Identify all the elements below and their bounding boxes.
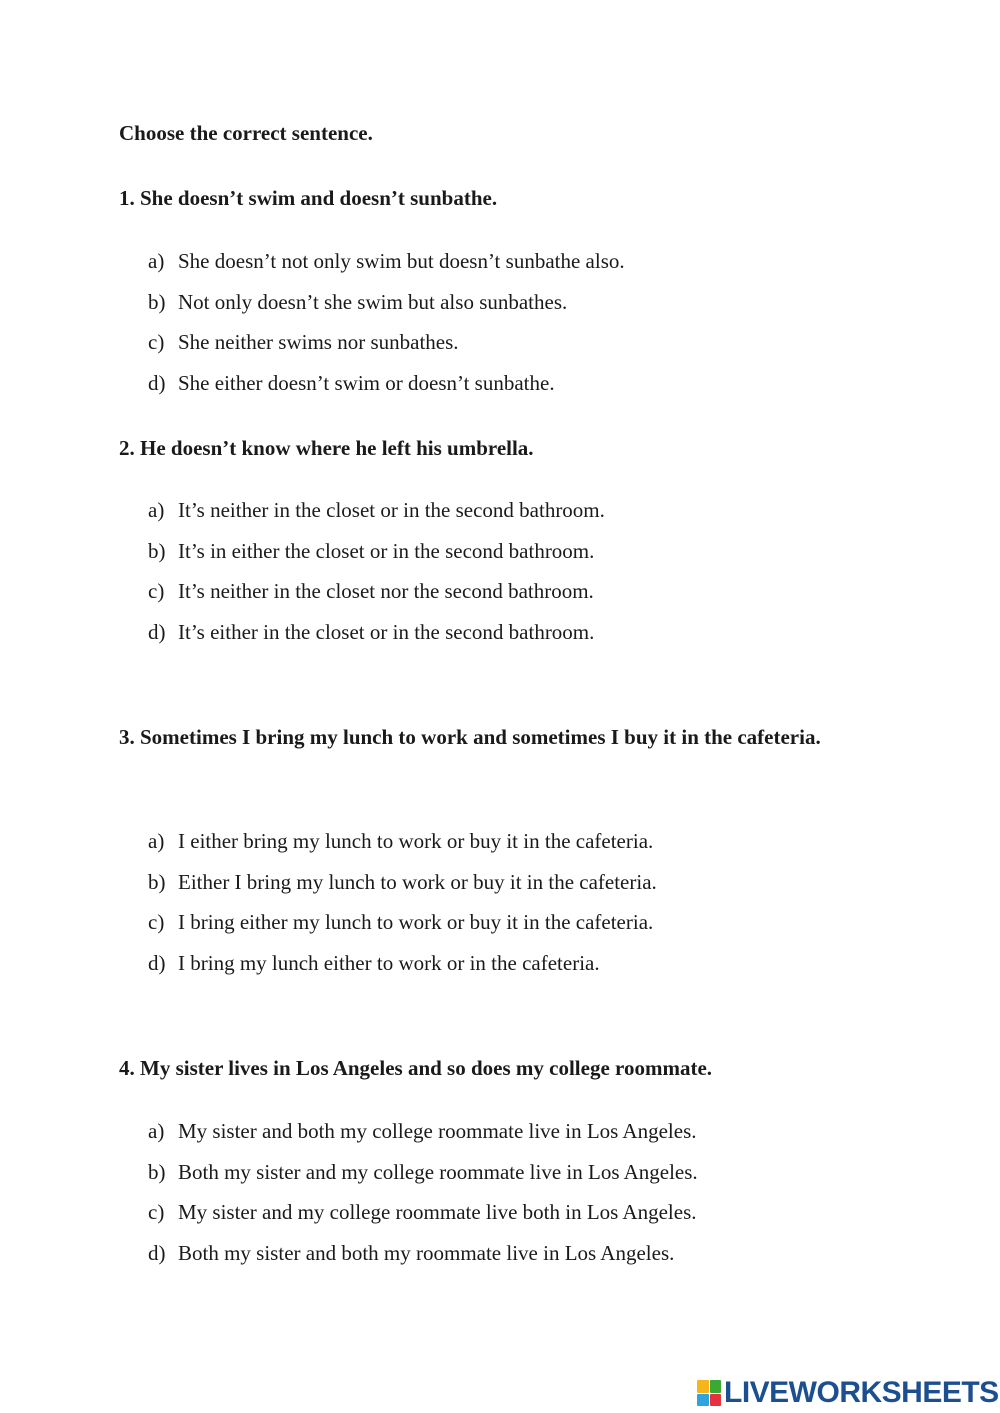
option-text: I bring either my lunch to work or buy it in the cafeteria. bbox=[178, 910, 654, 934]
option-2d[interactable] bbox=[148, 612, 605, 653]
option-2c[interactable] bbox=[148, 571, 605, 612]
option-text: She doesn’t not only swim but doesn’t sunbathe also. bbox=[178, 249, 625, 273]
option-letter: c) bbox=[148, 1200, 165, 1224]
option-text: Either I bring my lunch to work or buy it in the cafeteria. bbox=[178, 869, 657, 894]
option-text: It’s neither in the closet or in the second bathroom. bbox=[178, 498, 605, 522]
option-1c[interactable] bbox=[148, 322, 625, 363]
option-1d[interactable] bbox=[148, 363, 625, 404]
option-letter: b) bbox=[148, 289, 166, 314]
option-3b[interactable] bbox=[148, 862, 657, 903]
option-4b[interactable] bbox=[148, 1152, 698, 1193]
option-letter: d) bbox=[148, 619, 166, 644]
option-text: I either bring my lunch to work or buy it in the cafeteria. bbox=[178, 829, 654, 853]
option-text: Both my sister and my college roommate live in Los Angeles. bbox=[178, 1159, 698, 1184]
option-letter: a) bbox=[148, 249, 165, 273]
option-text: My sister and my college roommate live both in Los Angeles. bbox=[178, 1200, 697, 1224]
option-text: It’s in either the closet or in the second bathroom. bbox=[178, 538, 595, 563]
liveworksheets-logo[interactable] bbox=[697, 1376, 999, 1410]
question-2-prompt: 2. He doesn’t know where he left his umbrella. bbox=[119, 436, 534, 460]
option-text: It’s neither in the closet nor the second bathroom. bbox=[178, 579, 594, 603]
option-letter: d) bbox=[148, 950, 166, 975]
option-text: My sister and both my college roommate live in Los Angeles. bbox=[178, 1119, 697, 1143]
option-4a[interactable] bbox=[148, 1111, 698, 1152]
option-text: Not only doesn’t she swim but also sunbathes. bbox=[178, 289, 568, 314]
option-4c[interactable] bbox=[148, 1192, 698, 1233]
option-2b[interactable] bbox=[148, 531, 605, 572]
option-letter: a) bbox=[148, 829, 165, 853]
question-2-options bbox=[148, 490, 605, 652]
option-letter: a) bbox=[148, 498, 165, 522]
option-text: I bring my lunch either to work or in the cafeteria. bbox=[178, 950, 600, 975]
option-3d[interactable] bbox=[148, 943, 657, 984]
option-letter: c) bbox=[148, 330, 165, 354]
option-letter: d) bbox=[148, 1240, 166, 1265]
liveworksheets-logo-icon bbox=[697, 1380, 721, 1406]
option-1b[interactable] bbox=[148, 282, 625, 323]
question-1-prompt: 1. She doesn’t swim and doesn’t sunbathe. bbox=[119, 186, 498, 210]
option-text: She neither swims nor sunbathes. bbox=[178, 330, 459, 354]
option-letter: d) bbox=[148, 370, 166, 395]
question-1-options bbox=[148, 241, 625, 403]
option-text: It’s either in the closet or in the second bathroom. bbox=[178, 619, 595, 644]
option-letter: b) bbox=[148, 869, 166, 894]
option-letter: c) bbox=[148, 579, 165, 603]
option-4d[interactable] bbox=[148, 1233, 698, 1274]
question-4-options bbox=[148, 1111, 698, 1273]
option-letter: b) bbox=[148, 538, 166, 563]
option-2a[interactable] bbox=[148, 490, 605, 531]
option-text: She either doesn’t swim or doesn’t sunbathe. bbox=[178, 370, 555, 395]
option-3c[interactable] bbox=[148, 902, 657, 943]
instruction-heading: Choose the correct sentence. bbox=[119, 121, 373, 145]
question-3-options bbox=[148, 821, 657, 983]
logo-text: LIVEWORKSHEETS bbox=[724, 1376, 999, 1409]
option-text: Both my sister and both my roommate live in Los Angeles. bbox=[178, 1240, 675, 1265]
option-3a[interactable] bbox=[148, 821, 657, 862]
question-3-prompt: 3. Sometimes I bring my lunch to work and sometimes I buy it in the cafeteria. bbox=[119, 725, 821, 749]
option-1a[interactable] bbox=[148, 241, 625, 282]
question-4-prompt: 4. My sister lives in Los Angeles and so does my college roommate. bbox=[119, 1056, 713, 1080]
option-letter: a) bbox=[148, 1119, 165, 1143]
option-letter: b) bbox=[148, 1159, 166, 1184]
option-letter: c) bbox=[148, 910, 165, 934]
